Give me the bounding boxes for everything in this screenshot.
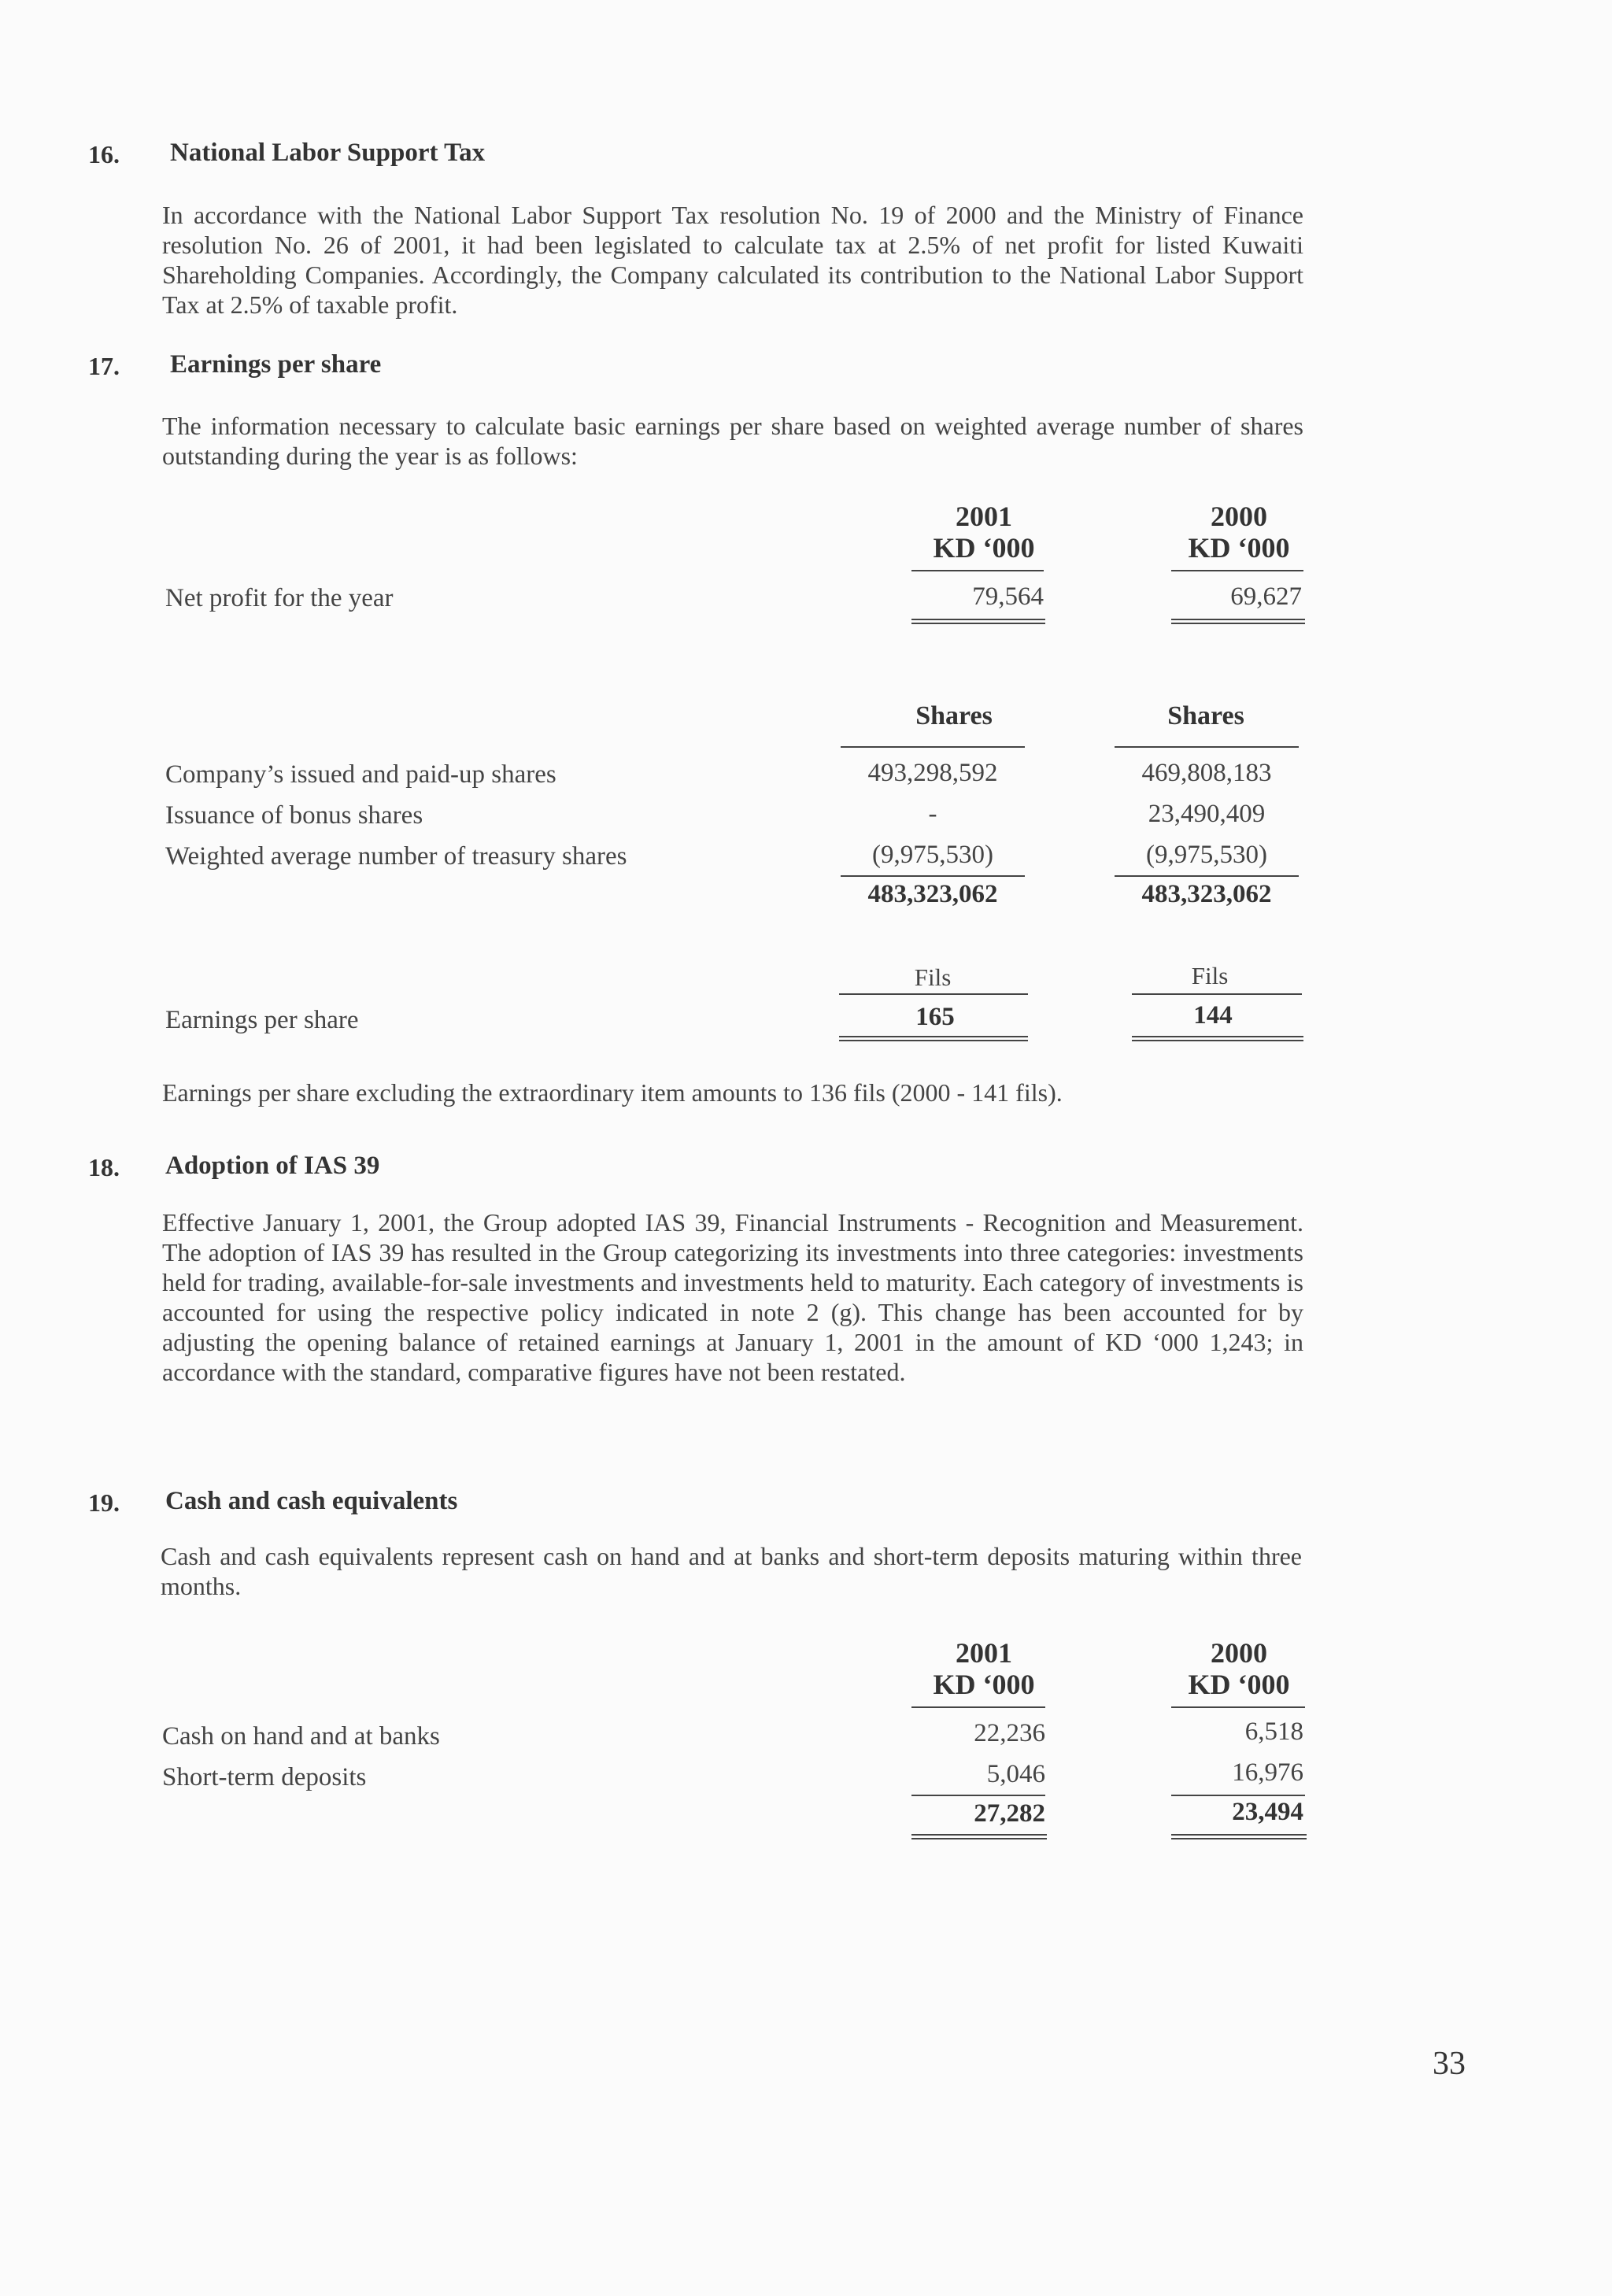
fils-header-2001: Fils	[914, 963, 952, 991]
section-18-title: Adoption of IAS 39	[165, 1152, 380, 1180]
eps-double-rule-2001	[839, 1036, 1028, 1041]
cash-row-2000: 6,518	[1244, 1717, 1303, 1746]
eps-double-rule-2000	[1132, 1036, 1303, 1041]
shares-total-2000: 483,323,062	[1141, 880, 1272, 908]
cash-col-2001-year: 2001	[956, 1637, 1012, 1669]
cash-row-2001: 5,046	[986, 1760, 1045, 1788]
shares-row-2000: 469,808,183	[1141, 759, 1272, 787]
eps-note: Earnings per share excluding the extraordinary item amounts to 136 fils (2000 - 141 fils).	[162, 1078, 1063, 1107]
cash-row-2001: 22,236	[974, 1719, 1045, 1747]
eps-col-2001-year: 2001	[956, 501, 1012, 532]
fils-rule-2000	[1132, 993, 1302, 995]
shares-row-2001: 493,298,592	[867, 759, 998, 787]
shares-row-label: Weighted average number of treasury shares	[165, 842, 627, 871]
cash-total-2001: 27,282	[974, 1799, 1045, 1828]
section-17-title: Earnings per share	[170, 350, 382, 379]
section-16-number: 16.	[88, 140, 120, 168]
shares-total-2001: 483,323,062	[867, 880, 998, 908]
shares-subtotal-rule-2001	[841, 875, 1025, 877]
cash-subtotal-rule-2000	[1171, 1795, 1305, 1796]
page-number: 33	[1433, 2046, 1466, 2082]
section-19-title: Cash and cash equivalents	[165, 1487, 458, 1515]
shares-row-2000: 23,490,409	[1148, 800, 1266, 828]
cash-row-2000: 16,976	[1232, 1758, 1303, 1787]
eps-col-2000-year: 2000	[1211, 501, 1267, 532]
section-16-paragraph: In accordance with the National Labor Support Tax resolution No. 19 of 2000 and the Ministry of Finance resolution No. 26 of 2001, it had been legislated to calculate tax at 2.5% of net profit for listed Kuwaiti Shareholding Companies. Accordingly, the Company calculated its contribution to the National Labor Support Tax at 2.5% of taxable profit.	[162, 201, 1303, 319]
fils-header-2000: Fils	[1191, 962, 1229, 989]
shares-row-2001: -	[928, 800, 937, 828]
cash-total-2000: 23,494	[1232, 1798, 1303, 1826]
shares-row-label: Company’s issued and paid-up shares	[165, 760, 556, 789]
eps-col-2001-unit: KD ‘000	[933, 532, 1035, 564]
eps-2001: 165	[915, 1003, 955, 1031]
section-18-number: 18.	[88, 1153, 120, 1181]
shares-row-label: Issuance of bonus shares	[165, 801, 423, 830]
eps-header-rule-2001	[911, 570, 1044, 571]
section-19-number: 19.	[88, 1488, 120, 1517]
section-19-paragraph: Cash and cash equivalents represent cash on hand and at banks and short-term deposits maturing within three months.	[161, 1542, 1302, 1600]
shares-header-2000: Shares	[1167, 701, 1244, 730]
section-17-number: 17.	[88, 352, 120, 380]
cash-double-rule-2000	[1171, 1834, 1307, 1839]
net-profit-2000: 69,627	[1230, 582, 1302, 611]
shares-subtotal-rule-2000	[1115, 875, 1299, 877]
shares-row-2000: (9,975,530)	[1146, 841, 1267, 869]
cash-header-rule-2001	[911, 1706, 1045, 1708]
eps-label: Earnings per share	[165, 1006, 359, 1034]
cash-subtotal-rule-2001	[911, 1795, 1045, 1796]
eps-2000: 144	[1193, 1001, 1233, 1030]
shares-row-2001: (9,975,530)	[872, 841, 993, 869]
net-profit-label: Net profit for the year	[165, 584, 394, 612]
net-profit-2001: 79,564	[972, 582, 1044, 611]
section-17-paragraph: The information necessary to calculate basic earnings per share based on weighted average number of shares outstanding during the year is as follows:	[162, 412, 1303, 470]
section-18-paragraph: Effective January 1, 2001, the Group adopted IAS 39, Financial Instruments - Recognition and Measurement. The adoption of IAS 39 has resulted in the Group categorizing its investments into three categories: investments held for trading, available-for-sale investments and investments held to maturity. Each category of investments is accounted for using the respective policy indicated in note 2 (g). This change has been accounted for by adjusting the opening balance of retained earnings at January 1, 2001 in the amount of KD ‘000 1,243; in accordance with the standard, comparative figures have not been restated.	[162, 1208, 1303, 1386]
section-16-title: National Labor Support Tax	[170, 139, 486, 167]
fils-rule-2001	[839, 993, 1028, 995]
shares-header-2001: Shares	[915, 701, 993, 730]
eps-header-rule-2000	[1171, 570, 1303, 571]
net-profit-double-rule-2000	[1171, 619, 1305, 624]
cash-col-2000-unit: KD ‘000	[1188, 1669, 1290, 1700]
shares-header-rule-2000	[1115, 746, 1299, 748]
net-profit-double-rule-2001	[911, 619, 1045, 624]
cash-header-rule-2000	[1171, 1706, 1305, 1708]
cash-col-2000-year: 2000	[1211, 1637, 1267, 1669]
eps-col-2000-unit: KD ‘000	[1188, 532, 1290, 564]
cash-double-rule-2001	[911, 1834, 1047, 1839]
cash-row-label: Cash on hand and at banks	[162, 1722, 440, 1751]
cash-col-2001-unit: KD ‘000	[933, 1669, 1035, 1700]
cash-row-label: Short-term deposits	[162, 1763, 367, 1791]
shares-header-rule-2001	[841, 746, 1025, 748]
